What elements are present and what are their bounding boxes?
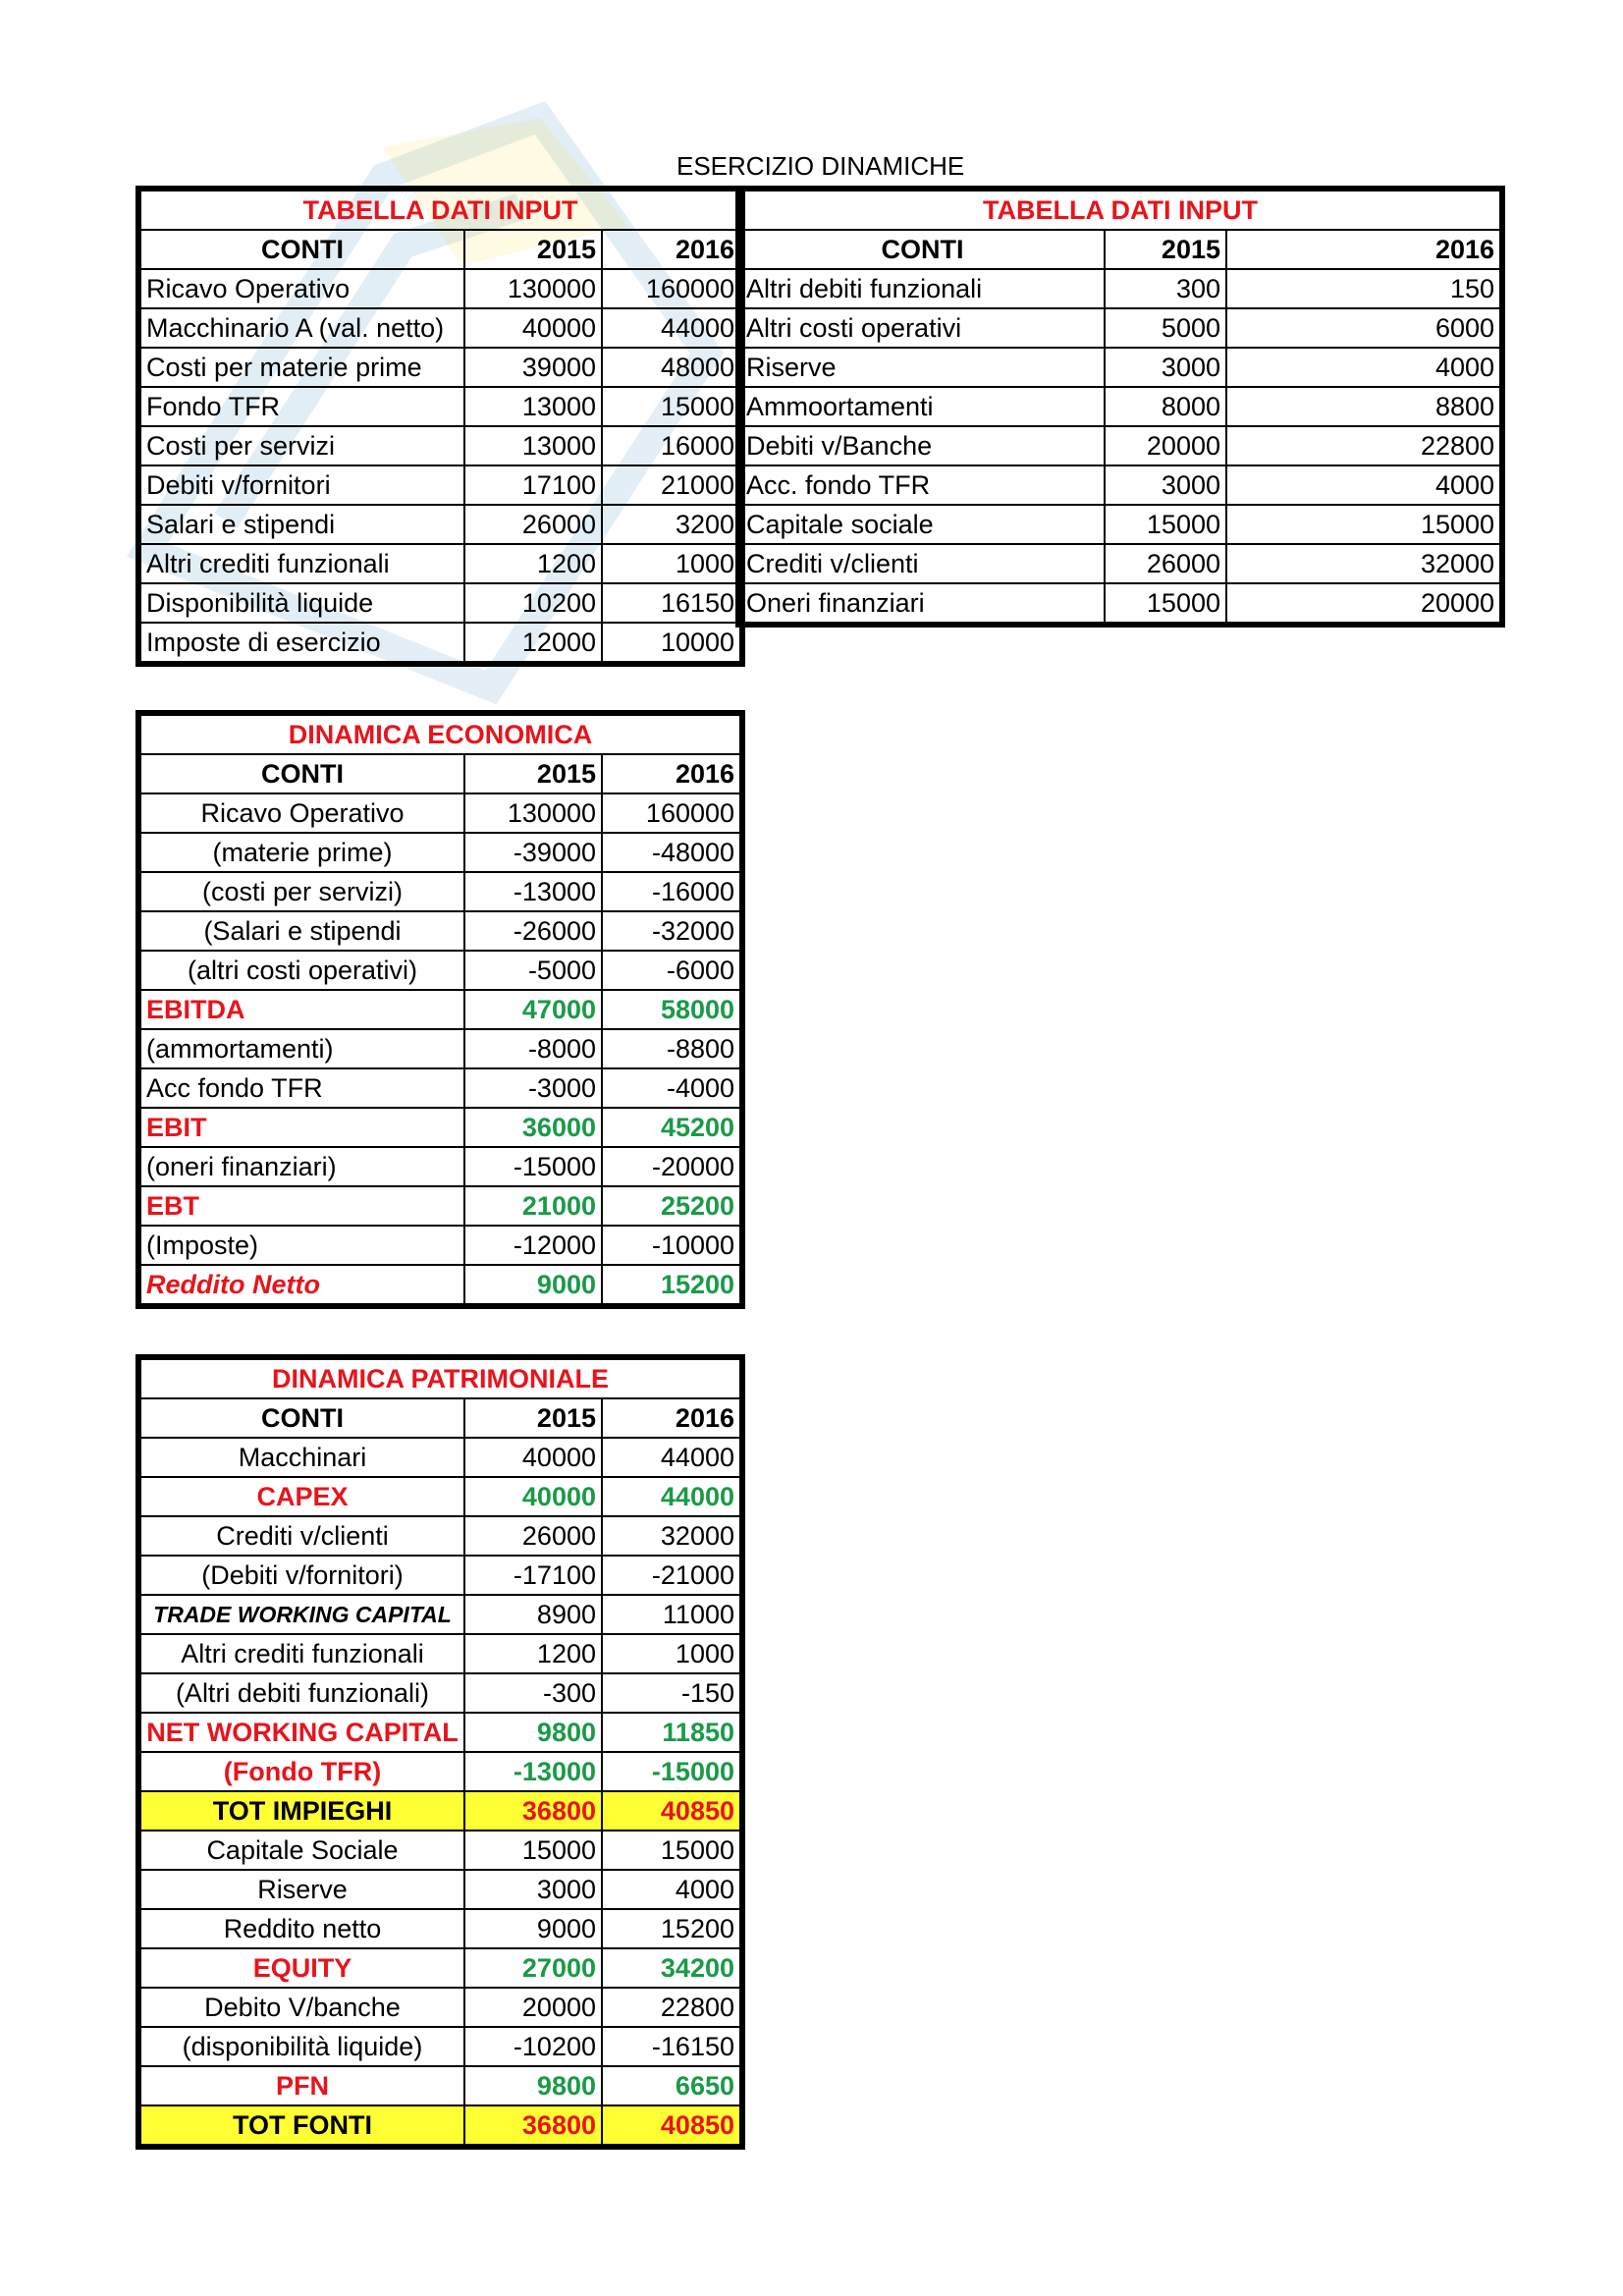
- table-row: [140, 1634, 740, 1673]
- account-label: Riserve: [740, 348, 1105, 387]
- value-2015: 40000: [464, 1477, 602, 1516]
- header-conti: CONTI: [740, 230, 1105, 269]
- value-2016: 4000: [602, 1870, 740, 1909]
- table-row: [740, 426, 1500, 465]
- account-label: NET WORKING CAPITAL: [140, 1713, 464, 1752]
- value-2015: -39000: [464, 833, 602, 872]
- table-row: [140, 2027, 740, 2066]
- value-2015: -26000: [464, 911, 602, 951]
- value-2015: 10200: [464, 583, 602, 623]
- table-row: [740, 544, 1500, 583]
- table-row: [740, 387, 1500, 426]
- table-row: [140, 1226, 740, 1265]
- value-2016: 15200: [602, 1265, 740, 1304]
- table-title: DINAMICA PATRIMONIALE: [140, 1359, 740, 1398]
- table-header-row: [140, 1398, 740, 1438]
- table-title-row: [740, 191, 1500, 230]
- account-label: Disponibilità liquide: [140, 583, 464, 623]
- account-label: (disponibilità liquide): [140, 2027, 464, 2066]
- account-label: (Imposte): [140, 1226, 464, 1265]
- table-title-row: [140, 191, 740, 230]
- table-row: [140, 269, 740, 308]
- account-label: EQUITY: [140, 1948, 464, 1988]
- table-row: [140, 833, 740, 872]
- table-row: [740, 583, 1500, 623]
- balance-sheet-dynamics-table: [139, 1358, 741, 2146]
- table-header-row: [140, 230, 740, 269]
- value-2016: 16150: [602, 583, 740, 623]
- account-label: Debito V/banche: [140, 1988, 464, 2027]
- account-label: EBT: [140, 1186, 464, 1226]
- table-row: [140, 1831, 740, 1870]
- input-data-table-right: [739, 190, 1501, 624]
- account-label: Ricavo Operativo: [140, 269, 464, 308]
- account-label: Altri crediti funzionali: [140, 544, 464, 583]
- table-row: [140, 1186, 740, 1226]
- value-2015: 130000: [464, 269, 602, 308]
- account-label: (materie prime): [140, 833, 464, 872]
- table-row: [140, 1516, 740, 1556]
- account-label: (ammortamenti): [140, 1029, 464, 1068]
- value-2016: 15200: [602, 1909, 740, 1948]
- table-row: [140, 1673, 740, 1713]
- value-2015: -12000: [464, 1226, 602, 1265]
- account-label: Salari e stipendi: [140, 505, 464, 544]
- value-2016: -4000: [602, 1068, 740, 1108]
- value-2016: 8800: [1226, 387, 1500, 426]
- header-2015: 2015: [464, 754, 602, 793]
- table-row: [140, 1265, 740, 1304]
- value-2015: 21000: [464, 1186, 602, 1226]
- table-row: [740, 465, 1500, 505]
- value-2015: 36800: [464, 1791, 602, 1831]
- table-row: [140, 990, 740, 1029]
- value-2015: 26000: [464, 505, 602, 544]
- value-2015: 9800: [464, 1713, 602, 1752]
- value-2015: -13000: [464, 1752, 602, 1791]
- account-label: Capitale sociale: [740, 505, 1105, 544]
- value-2015: 9800: [464, 2066, 602, 2105]
- account-label: EBITDA: [140, 990, 464, 1029]
- table-title: TABELLA DATI INPUT: [740, 191, 1500, 230]
- table-row: [740, 348, 1500, 387]
- table-row: [140, 1029, 740, 1068]
- value-2015: 1200: [464, 1634, 602, 1673]
- account-label: Acc fondo TFR: [140, 1068, 464, 1108]
- value-2016: 11850: [602, 1713, 740, 1752]
- account-label: (Altri debiti funzionali): [140, 1673, 464, 1713]
- value-2016: 40850: [602, 2105, 740, 2145]
- table-row: [140, 505, 740, 544]
- table-title: TABELLA DATI INPUT: [140, 191, 740, 230]
- header-2015: 2015: [464, 1398, 602, 1438]
- value-2015: 3000: [1105, 348, 1226, 387]
- value-2016: 10000: [602, 623, 740, 662]
- value-2015: -300: [464, 1673, 602, 1713]
- table-row: [140, 1713, 740, 1752]
- table-row: [140, 544, 740, 583]
- account-label: Costi per materie prime: [140, 348, 464, 387]
- table-row: [140, 1948, 740, 1988]
- value-2016: 160000: [602, 793, 740, 833]
- value-2016: 20000: [1226, 583, 1500, 623]
- value-2016: 44000: [602, 1438, 740, 1477]
- value-2016: 3200: [602, 505, 740, 544]
- value-2015: 17100: [464, 465, 602, 505]
- account-label: Riserve: [140, 1870, 464, 1909]
- value-2016: 6000: [1226, 308, 1500, 348]
- value-2015: 300: [1105, 269, 1226, 308]
- account-label: Acc. fondo TFR: [740, 465, 1105, 505]
- table-row: [140, 1068, 740, 1108]
- account-label: EBIT: [140, 1108, 464, 1147]
- value-2016: 22800: [1226, 426, 1500, 465]
- value-2015: 9000: [464, 1265, 602, 1304]
- value-2016: 1000: [602, 1634, 740, 1673]
- page-title: ESERCIZIO DINAMICHE: [676, 151, 965, 181]
- account-label: Crediti v/clienti: [140, 1516, 464, 1556]
- account-label: (Debiti v/fornitori): [140, 1556, 464, 1595]
- account-label: Crediti v/clienti: [740, 544, 1105, 583]
- value-2015: 13000: [464, 387, 602, 426]
- value-2016: -32000: [602, 911, 740, 951]
- account-label: Altri costi operativi: [740, 308, 1105, 348]
- value-2016: 11000: [602, 1595, 740, 1634]
- account-label: Debiti v/Banche: [740, 426, 1105, 465]
- table-title: DINAMICA ECONOMICA: [140, 715, 740, 754]
- value-2015: -3000: [464, 1068, 602, 1108]
- economic-dynamics-table: [139, 714, 741, 1305]
- table-row: [140, 1108, 740, 1147]
- table-row: [140, 1556, 740, 1595]
- header-conti: CONTI: [140, 1398, 464, 1438]
- value-2015: 15000: [1105, 505, 1226, 544]
- value-2016: -20000: [602, 1147, 740, 1186]
- input-data-table-left: [139, 190, 741, 663]
- table-row: [140, 465, 740, 505]
- account-label: Reddito netto: [140, 1909, 464, 1948]
- table-row: [740, 269, 1500, 308]
- account-label: Altri crediti funzionali: [140, 1634, 464, 1673]
- value-2016: 6650: [602, 2066, 740, 2105]
- account-label: Imposte di esercizio: [140, 623, 464, 662]
- value-2015: -17100: [464, 1556, 602, 1595]
- value-2015: 13000: [464, 426, 602, 465]
- account-label: TOT IMPIEGHI: [140, 1791, 464, 1831]
- header-2016: 2016: [602, 754, 740, 793]
- account-label: (altri costi operativi): [140, 951, 464, 990]
- table-row: [140, 348, 740, 387]
- account-label: Oneri finanziari: [740, 583, 1105, 623]
- value-2015: 1200: [464, 544, 602, 583]
- table-row: [140, 426, 740, 465]
- table-row: [140, 1909, 740, 1948]
- table-row: [140, 911, 740, 951]
- table-row: [140, 1752, 740, 1791]
- value-2016: 16000: [602, 426, 740, 465]
- value-2016: 44000: [602, 308, 740, 348]
- value-2016: 22800: [602, 1988, 740, 2027]
- table-row: [740, 505, 1500, 544]
- account-label: Debiti v/fornitori: [140, 465, 464, 505]
- value-2015: 36800: [464, 2105, 602, 2145]
- account-label: Altri debiti funzionali: [740, 269, 1105, 308]
- account-label: CAPEX: [140, 1477, 464, 1516]
- value-2016: 15000: [602, 387, 740, 426]
- account-label: Ricavo Operativo: [140, 793, 464, 833]
- header-conti: CONTI: [140, 230, 464, 269]
- value-2015: 47000: [464, 990, 602, 1029]
- table-row: [140, 583, 740, 623]
- value-2015: 3000: [464, 1870, 602, 1909]
- account-label: TOT FONTI: [140, 2105, 464, 2145]
- value-2015: -13000: [464, 872, 602, 911]
- value-2016: 45200: [602, 1108, 740, 1147]
- table-row: [140, 1477, 740, 1516]
- value-2016: -21000: [602, 1556, 740, 1595]
- value-2015: 26000: [464, 1516, 602, 1556]
- table-row: [140, 387, 740, 426]
- table-row: [140, 872, 740, 911]
- value-2015: 39000: [464, 348, 602, 387]
- header-2016: 2016: [602, 1398, 740, 1438]
- header-2016: 2016: [1226, 230, 1500, 269]
- table-row: [140, 1147, 740, 1186]
- account-label: Fondo TFR: [140, 387, 464, 426]
- value-2016: 21000: [602, 465, 740, 505]
- table-row: [140, 1595, 740, 1634]
- value-2015: 40000: [464, 1438, 602, 1477]
- table-row: [140, 1791, 740, 1831]
- value-2016: -15000: [602, 1752, 740, 1791]
- value-2016: -150: [602, 1673, 740, 1713]
- value-2016: 58000: [602, 990, 740, 1029]
- account-label: Reddito Netto: [140, 1265, 464, 1304]
- value-2015: -10200: [464, 2027, 602, 2066]
- table-row: [140, 793, 740, 833]
- value-2015: -15000: [464, 1147, 602, 1186]
- value-2016: 4000: [1226, 348, 1500, 387]
- account-label: Costi per servizi: [140, 426, 464, 465]
- header-conti: CONTI: [140, 754, 464, 793]
- table-row: [140, 2105, 740, 2145]
- value-2016: 15000: [1226, 505, 1500, 544]
- value-2015: 3000: [1105, 465, 1226, 505]
- table-row: [140, 2066, 740, 2105]
- account-label: PFN: [140, 2066, 464, 2105]
- value-2016: 34200: [602, 1948, 740, 1988]
- value-2015: 9000: [464, 1909, 602, 1948]
- header-2015: 2015: [464, 230, 602, 269]
- table-row: [140, 1988, 740, 2027]
- table-row: [140, 623, 740, 662]
- table-header-row: [140, 754, 740, 793]
- value-2015: -8000: [464, 1029, 602, 1068]
- value-2015: 27000: [464, 1948, 602, 1988]
- value-2016: 32000: [1226, 544, 1500, 583]
- table-title-row: [140, 1359, 740, 1398]
- header-2015: 2015: [1105, 230, 1226, 269]
- account-label: TRADE WORKING CAPITAL: [140, 1595, 464, 1634]
- value-2016: 40850: [602, 1791, 740, 1831]
- value-2016: 32000: [602, 1516, 740, 1556]
- table-row: [140, 951, 740, 990]
- value-2015: 20000: [464, 1988, 602, 2027]
- value-2016: 48000: [602, 348, 740, 387]
- value-2015: 15000: [464, 1831, 602, 1870]
- value-2016: 44000: [602, 1477, 740, 1516]
- value-2016: -8800: [602, 1029, 740, 1068]
- value-2016: 25200: [602, 1186, 740, 1226]
- value-2015: 26000: [1105, 544, 1226, 583]
- value-2016: -16000: [602, 872, 740, 911]
- value-2016: 160000: [602, 269, 740, 308]
- value-2015: 8000: [1105, 387, 1226, 426]
- account-label: (Salari e stipendi: [140, 911, 464, 951]
- value-2015: 20000: [1105, 426, 1226, 465]
- value-2016: -48000: [602, 833, 740, 872]
- account-label: (Fondo TFR): [140, 1752, 464, 1791]
- value-2016: 4000: [1226, 465, 1500, 505]
- value-2016: -16150: [602, 2027, 740, 2066]
- value-2016: 150: [1226, 269, 1500, 308]
- value-2015: -5000: [464, 951, 602, 990]
- account-label: Ammoortamenti: [740, 387, 1105, 426]
- account-label: (costi per servizi): [140, 872, 464, 911]
- table-header-row: [740, 230, 1500, 269]
- table-row: [140, 1438, 740, 1477]
- table-row: [140, 308, 740, 348]
- value-2015: 130000: [464, 793, 602, 833]
- value-2015: 5000: [1105, 308, 1226, 348]
- account-label: (oneri finanziari): [140, 1147, 464, 1186]
- value-2015: 36000: [464, 1108, 602, 1147]
- value-2015: 8900: [464, 1595, 602, 1634]
- account-label: Capitale Sociale: [140, 1831, 464, 1870]
- account-label: Macchinari: [140, 1438, 464, 1477]
- value-2015: 40000: [464, 308, 602, 348]
- value-2016: -10000: [602, 1226, 740, 1265]
- table-row: [740, 308, 1500, 348]
- value-2015: 15000: [1105, 583, 1226, 623]
- value-2015: 12000: [464, 623, 602, 662]
- table-row: [140, 1870, 740, 1909]
- header-2016: 2016: [602, 230, 740, 269]
- value-2016: 15000: [602, 1831, 740, 1870]
- account-label: Macchinario A (val. netto): [140, 308, 464, 348]
- value-2016: -6000: [602, 951, 740, 990]
- table-title-row: [140, 715, 740, 754]
- value-2016: 1000: [602, 544, 740, 583]
